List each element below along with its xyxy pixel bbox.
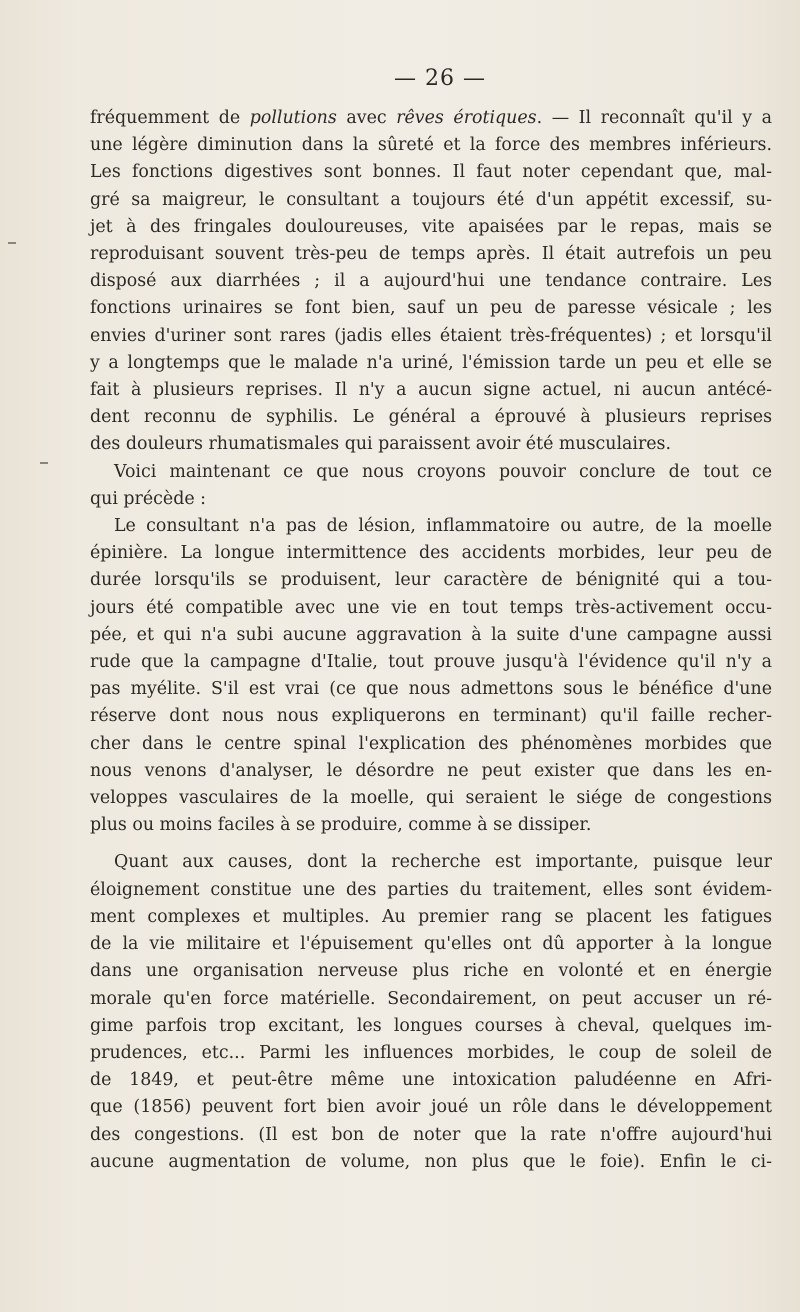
text-line: épinière. La longue intermittence des accidents morbides, leur peu de (90, 543, 772, 564)
paragraph-diagnosis (90, 513, 772, 839)
text-line: prudences, etc... Parmi les influences morbides, le coup de soleil de (90, 1042, 772, 1063)
margin-speck (8, 242, 16, 244)
text-line: fréquemment de pollutions avec rêves érotiques. — Il reconnaît qu'il y a (90, 108, 772, 128)
text-line: éloignement constitue une des parties du traitement, elles sont évidem- (90, 879, 772, 900)
text-line: des douleurs rhumatismales qui paraissent avoir été musculaires. (90, 434, 672, 455)
paragraph-gap (90, 839, 772, 849)
text-line: reproduisant souvent très-peu de temps après. Il était autrefois un peu (90, 244, 772, 265)
text-line: ment complexes et multiples. Au premier rang se placent les fatigues (90, 906, 772, 927)
text-line: des congestions. (Il est bon de noter que la rate n'offre aujourd'hui (90, 1124, 772, 1145)
text-line: Le consultant n'a pas de lésion, inflammatoire ou autre, de la moelle (114, 516, 772, 537)
text-line: fonctions urinaires se font bien, sauf un peu de paresse vésicale ; les (90, 298, 772, 319)
body-text (90, 105, 772, 1176)
page-number: — 26 — (394, 66, 486, 91)
text-line: fait à plusieurs reprises. Il n'y a aucun signe actuel, ni aucun antécé- (90, 380, 772, 401)
text-line: dans une organisation nerveuse plus riche en volonté et en énergie (90, 961, 772, 982)
text-line: dent reconnu de syphilis. Le général a éprouvé à plusieurs reprises (90, 407, 772, 428)
text-line: que (1856) peuvent fort bien avoir joué un rôle dans le développement (90, 1097, 772, 1118)
text-line: gré sa maigreur, le consultant a toujours été d'un appétit excessif, su- (90, 189, 772, 210)
text-line: morale qu'en force matérielle. Secondairement, on peut accuser un ré- (90, 988, 772, 1009)
text-line: cher dans le centre spinal l'explication des phénomènes morbides que (90, 733, 772, 754)
text-line: jet à des fringales douloureuses, vite apaisées par le repas, mais se (90, 216, 772, 237)
text-line: jours été compatible avec une vie en tout temps très-activement occu- (90, 597, 772, 618)
text-line: une légère diminution dans la sûreté et la force des membres inférieurs. (90, 135, 772, 156)
text-line: Quant aux causes, dont la recherche est importante, puisque leur (114, 852, 772, 873)
paragraph-causes (90, 849, 772, 1175)
text-line: pée, et qui n'a subi aucune aggravation à la suite d'une campagne aussi (90, 624, 772, 645)
text-line: gime parfois trop excitant, les longues courses à cheval, quelques im- (90, 1015, 772, 1036)
text-line: Les fonctions digestives sont bonnes. Il faut noter cependant que, mal- (90, 162, 772, 183)
text-line: nous venons d'analyser, le désordre ne peut exister que dans les en- (90, 760, 772, 781)
text-line: réserve dont nous nous expliquerons en terminant) qu'il faille recher- (90, 706, 772, 727)
paragraph-symptoms (90, 105, 772, 459)
text-line: pas myélite. S'il est vrai (ce que nous admettons sous le bénéfice d'une (90, 679, 772, 700)
text-line: disposé aux diarrhées ; il a aujourd'hui une tendance contraire. Les (90, 271, 772, 292)
text-line: y a longtemps que le malade n'a uriné, l'émission tarde un peu et elle se (90, 352, 772, 373)
text-line: aucune augmentation de volume, non plus que le foie). Enfin le ci- (90, 1151, 772, 1172)
text-line: veloppes vasculaires de la moelle, qui seraient le siége de congestions (90, 788, 772, 809)
text-line: envies d'uriner sont rares (jadis elles étaient très-fréquentes) ; et lorsqu'il (90, 325, 772, 346)
text-line: de la vie militaire et l'épuisement qu'elles ont dû apporter à la longue (90, 934, 772, 955)
text-line: Voici maintenant ce que nous croyons pouvoir conclure de tout ce (114, 461, 772, 482)
text-line: plus ou moins faciles à se produire, comme à se dissiper. (90, 815, 592, 836)
margin-speck (40, 462, 48, 464)
text-line: rude que la campagne d'Italie, tout prouve jusqu'à l'évidence qu'il n'y a (90, 652, 772, 673)
text-line: de 1849, et peut-être même une intoxication paludéenne en Afri- (90, 1070, 772, 1091)
text-line: durée lorsqu'ils se produisent, leur caractère de bénignité qui a tou- (90, 570, 772, 591)
italic-term: rêves érotiques (396, 108, 537, 128)
text-line: qui précède : (90, 488, 207, 509)
paragraph-conclusion-intro (90, 459, 772, 513)
italic-term: pollutions (249, 108, 337, 128)
